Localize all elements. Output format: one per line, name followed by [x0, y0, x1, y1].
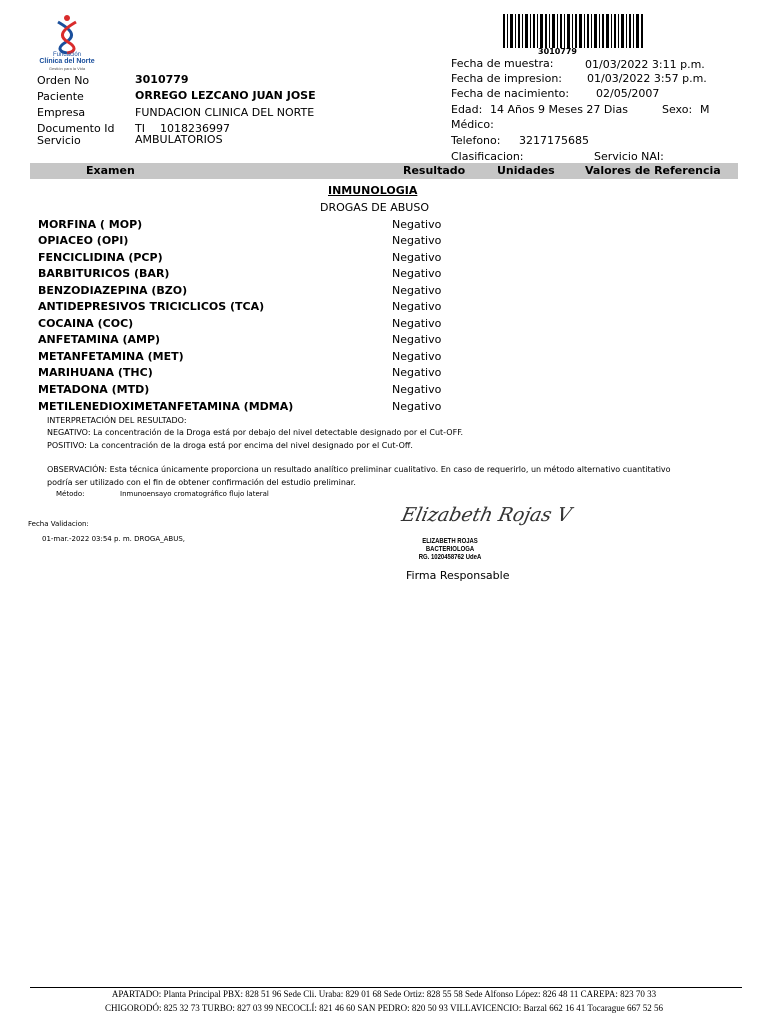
result-value: Negativo [392, 218, 442, 231]
result-value: Negativo [392, 317, 442, 330]
barcode-graphic [503, 14, 643, 48]
result-value: Negativo [392, 350, 442, 363]
result-value: Negativo [392, 284, 442, 297]
signature-title: BACTERIOLOGA [425, 546, 475, 553]
orden-value: 3010779 [135, 73, 189, 86]
edad-label: Edad: [451, 103, 483, 116]
medico-label: Médico: [451, 118, 494, 131]
telefono-value: 3217175685 [519, 134, 589, 147]
observacion-line1: OBSERVACIÓN: Esta técnica únicamente proporciona un resultado analítico preliminar cualitativo. En caso de requerirlo, un método alternativo cuantitativo [47, 465, 671, 474]
empresa-value: FUNDACION CLINICA DEL NORTE [135, 106, 315, 119]
header-unidades: Unidades [497, 164, 555, 177]
interpretation-title: INTERPRETACIÓN DEL RESULTADO: [47, 416, 187, 425]
clasificacion-label: Clasificacion: [451, 150, 524, 163]
result-name: MORFINA ( MOP) [38, 218, 143, 231]
metodo-label: Método: [56, 490, 85, 498]
footer-line1: APARTADO: Planta Principal PBX: 828 51 96 Sede Cli. Uraba: 829 01 68 Sede Ortiz: 828 55 58 Sede Alfonso López: 826 48 11 CAREPA: 823 70 33 [111, 989, 657, 999]
validation-label: Fecha Validacion: [28, 520, 89, 528]
clinic-logo [36, 14, 98, 72]
result-name: ANTIDEPRESIVOS TRICICLICOS (TCA) [38, 300, 265, 313]
header-examen: Examen [86, 164, 135, 177]
signature-name: ELIZABETH ROJAS [422, 538, 478, 545]
footer-line2: CHIGORODÓ: 825 32 73 TURBO: 827 03 99 NECOCLÍ: 821 46 60 SAN PEDRO: 820 50 93 VILLAVICENCIO: Barzal 662 16 41 Tocarague 667 52 56 [105, 1003, 663, 1013]
result-value: Negativo [392, 234, 442, 247]
sexo-label: Sexo: [662, 103, 693, 116]
nacimiento-label: Fecha de nacimiento: [451, 87, 570, 100]
observacion-line2: podría ser utilizado con el fin de obtener confirmación del estudio preliminar. [47, 478, 356, 487]
paciente-value: ORREGO LEZCANO JUAN JOSE [135, 89, 316, 102]
signature-handwriting: Elizabeth Rojas V [399, 504, 574, 526]
servicio-nai-label: Servicio NAI: [594, 150, 664, 163]
result-value: Negativo [392, 400, 442, 413]
servicio-label: Servicio [37, 134, 81, 147]
result-value: Negativo [392, 300, 442, 313]
logo-line2: Clínica del Norte [39, 58, 95, 65]
results-table-header [30, 163, 738, 179]
section-title: INMUNOLOGIA [328, 184, 418, 197]
documento-value: 1018236997 [160, 122, 230, 135]
barcode [503, 14, 643, 48]
orden-label: Orden No [37, 74, 90, 87]
result-name: FENCICLIDINA (PCP) [38, 251, 163, 264]
documento-label: Documento Id [37, 122, 115, 135]
result-name: METANFETAMINA (MET) [38, 350, 184, 363]
validation-value: 01-mar.-2022 03:54 p. m. DROGA_ABUS, [42, 535, 185, 543]
signature-stamp [404, 530, 496, 565]
signature-registration: RG. 1020458762 UdeA [418, 554, 482, 561]
result-name: OPIACEO (OPI) [38, 234, 129, 247]
documento-type: TI [135, 122, 145, 135]
header-valores: Valores de Referencia [585, 164, 721, 177]
impresion-label: Fecha de impresion: [451, 72, 562, 85]
servicio-value: AMBULATORIOS [135, 133, 223, 146]
result-value: Negativo [392, 251, 442, 264]
result-value: Negativo [392, 267, 442, 280]
muestra-value: 01/03/2022 3:11 p.m. [585, 58, 705, 71]
result-value: Negativo [392, 366, 442, 379]
subsection-title: DROGAS DE ABUSO [320, 201, 429, 214]
footer-divider [30, 987, 742, 988]
muestra-label: Fecha de muestra: [451, 57, 554, 70]
sexo-value: M [700, 103, 710, 116]
result-name: ANFETAMINA (AMP) [38, 333, 161, 346]
result-value: Negativo [392, 333, 442, 346]
positivo-note: POSITIVO: La concentración de la droga está por encima del nivel designado por el Cut-Off. [47, 441, 413, 450]
result-value: Negativo [392, 383, 442, 396]
impresion-value: 01/03/2022 3:57 p.m. [587, 72, 707, 85]
telefono-label: Telefono: [451, 134, 501, 147]
result-name: METADONA (MTD) [38, 383, 150, 396]
negativo-note: NEGATIVO: La concentración de la Droga está por debajo del nivel detectable designado por el Cut-OFF. [47, 428, 464, 437]
edad-value: 14 Años 9 Meses 27 Dias [490, 103, 628, 116]
result-name: METILENEDIOXIMETANFETAMINA (MDMA) [38, 400, 294, 413]
nacimiento-value: 02/05/2007 [596, 87, 660, 100]
logo-tagline: Gestión para la Vida [48, 66, 86, 71]
result-name: BARBITURICOS (BAR) [38, 267, 170, 280]
header-resultado: Resultado [403, 164, 466, 177]
metodo-value: Inmunoensayo cromatográfico flujo lateral [120, 490, 269, 498]
paciente-label: Paciente [37, 90, 84, 103]
signature-caption: Firma Responsable [406, 569, 510, 582]
result-name: MARIHUANA (THC) [38, 366, 153, 379]
empresa-label: Empresa [37, 106, 86, 119]
result-name: BENZODIAZEPINA (BZO) [38, 284, 188, 297]
barcode-number: 3010779 [538, 47, 577, 56]
logo-line1: Fundación [52, 52, 82, 58]
ribbon-emblem-icon [36, 14, 98, 54]
result-name: COCAINA (COC) [38, 317, 134, 330]
